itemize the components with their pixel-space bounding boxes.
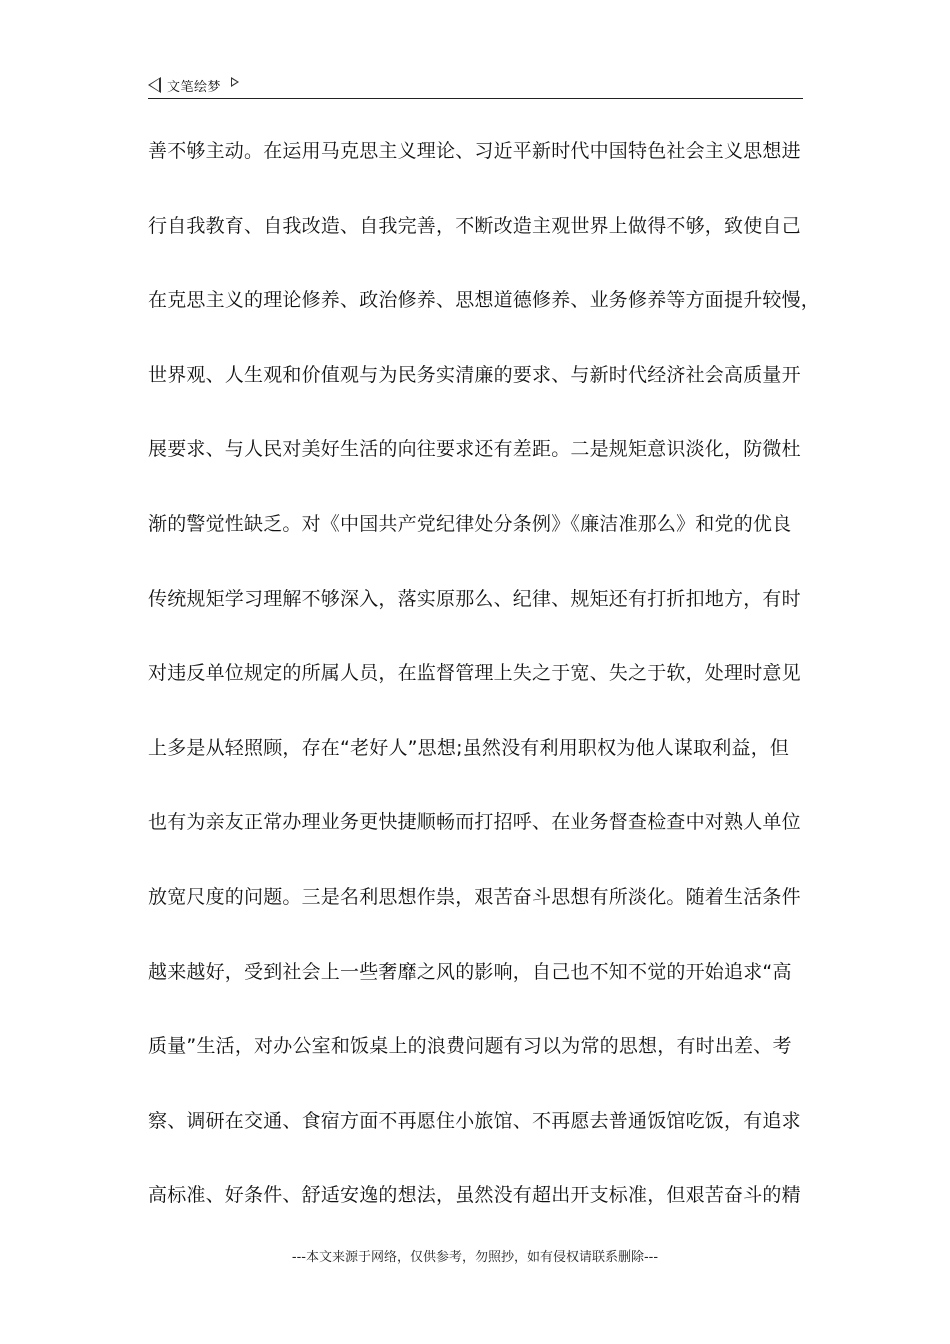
text-line: 放宽尺度的问题。三是名利思想作祟，艰苦奋斗思想有所淡化。随着生活条件 xyxy=(148,885,801,908)
header-title: 文笔绘梦 xyxy=(167,79,222,95)
page-footer: ---本文来源于网络，仅供参考，勿照抄，如有侵权请联系删除--- xyxy=(291,1250,659,1265)
text-line: 善不够主动。在运用马克思主义理论、习近平新时代中国特色社会主义思想进 xyxy=(148,140,801,162)
triangle-right-icon xyxy=(231,77,239,87)
text-line: 也有为亲友正常办理业务更快捷顺畅而打招呼、在业务督查检查中对熟人单位 xyxy=(148,811,801,834)
text-line: 世界观、人生观和价值观与为民务实清廉的要求、与新时代经济社会高质量开 xyxy=(148,363,801,386)
triangle-left-icon xyxy=(148,77,161,93)
text-line: 越来越好，受到社会上一些奢靡之风的影响，自己也不知不觉的开始追求“高 xyxy=(148,960,792,983)
text-line: 在克思主义的理论修养、政治修养、思想道德修养、业务修养等方面提升较慢， xyxy=(148,289,821,312)
document-body xyxy=(148,136,828,1255)
page-header xyxy=(148,72,803,99)
text-line: 行自我教育、自我改造、自我完善，不断改造主观世界上做得不够，致使自己 xyxy=(148,214,801,237)
text-line: 质量”生活，对办公室和饭桌上的浪费问题有习以为常的思想，有时出差、考 xyxy=(148,1035,792,1058)
text-line: 高标准、好条件、舒适安逸的想法，虽然没有超出开支标准，但艰苦奋斗的精 xyxy=(148,1184,801,1207)
text-line: 察、调研在交通、食宿方面不再愿住小旅馆、不再愿去普通饭馆吃饭，有追求 xyxy=(148,1109,801,1132)
text-line: 渐的警觉性缺乏。对《中国共产党纪律处分条例》《廉洁准那么》和党的优良 xyxy=(148,512,792,535)
text-line: 传统规矩学习理解不够深入，落实原那么、纪律、规矩还有打折扣地方，有时 xyxy=(148,587,801,610)
text-line: 对违反单位规定的所属人员，在监督管理上失之于宽、失之于软，处理时意见 xyxy=(148,662,801,685)
text-line: 上多是从轻照顾，存在“老好人”思想;虽然没有利用职权为他人谋取利益，但 xyxy=(148,736,790,759)
text-line: 展要求、与人民对美好生活的向往要求还有差距。二是规矩意识淡化，防微杜 xyxy=(148,438,801,461)
